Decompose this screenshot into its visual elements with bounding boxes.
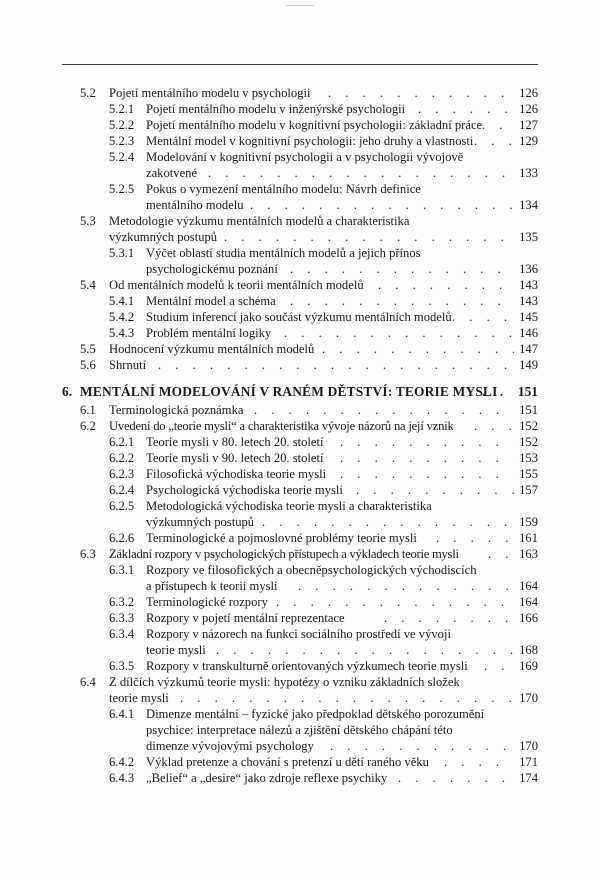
entry-page: 164 [519, 579, 538, 593]
entry-title: Teorie mysli v 90. letech 20. století [146, 451, 324, 465]
entry-number: 6.2 [80, 419, 96, 433]
entry-page: 166 [519, 611, 538, 625]
dot-leader [340, 467, 514, 482]
entry-page: 143 [519, 278, 538, 292]
dot-leader [436, 531, 514, 546]
dot-leader [262, 515, 514, 530]
dot-leader [322, 342, 514, 357]
dot-leader [254, 403, 514, 418]
entry-page: 157 [519, 483, 538, 497]
entry-page: 136 [519, 262, 538, 276]
entry-number: 5.2.1 [109, 102, 135, 116]
entry-page: 161 [519, 531, 538, 545]
dot-leader [328, 86, 514, 101]
dot-leader [340, 451, 514, 466]
entry-title: Metodologická východiska teorie mysli a charakteristika [146, 499, 432, 513]
entry-number: 5.2.2 [109, 118, 135, 132]
entry-title: mentálního modelu [146, 198, 244, 212]
entry-title: Hodnocení výzkumu mentálních modelů [109, 342, 315, 356]
dot-leader [180, 691, 514, 706]
dot-leader [484, 659, 514, 674]
entry-number: 6.3.3 [109, 611, 135, 625]
chapter-title: MENTÁLNÍ MODELOVÁNÍ V RANÉM DĚTSTVÍ: TEORIE MYSLI [80, 384, 498, 399]
dot-leader [482, 384, 512, 399]
entry-title: Od mentálních modelů k teorii mentálních modelů [109, 278, 364, 292]
entry-page: 133 [519, 166, 538, 180]
entry-page: 149 [519, 358, 538, 372]
entry-page: 151 [519, 403, 538, 417]
entry-page: 153 [519, 451, 538, 465]
entry-number: 6.1 [80, 403, 96, 417]
entry-page: 163 [519, 547, 538, 561]
entry-page: 170 [519, 739, 538, 753]
dot-leader [444, 755, 514, 770]
entry-title: Rozpory v názorech na funkci sociálního prostředí ve vývoji [146, 627, 451, 641]
dot-leader [208, 166, 514, 181]
entry-title: „Belief“ a „desire“ jako zdroje reflexe psychiky [146, 771, 388, 785]
entry-title: Mentální model a schéma [146, 294, 276, 308]
dot-leader [340, 435, 514, 450]
entry-title: Problém mentální logiky [146, 326, 272, 340]
entry-title: Pojetí mentálního modelu v psychologii [109, 86, 311, 100]
entry-page: 127 [519, 118, 538, 132]
entry-title: Výčet oblastí studia mentálních modelů a jejich přínos [146, 246, 421, 260]
entry-number: 6.2.5 [109, 499, 135, 513]
dot-leader [474, 419, 514, 434]
dot-leader [474, 134, 514, 149]
dot-leader [452, 310, 514, 325]
entry-title: Výklad pretenze a chování s pretenzí u dětí raného věku [146, 755, 429, 769]
dot-leader [384, 611, 514, 626]
entry-title: teorie mysli [109, 691, 169, 705]
entry-page: 152 [519, 419, 538, 433]
entry-number: 5.3 [80, 214, 96, 228]
entry-title: psychologickému poznání [146, 262, 278, 276]
entry-page: 171 [519, 755, 538, 769]
dot-leader [356, 483, 514, 498]
dot-leader [216, 643, 514, 658]
entry-title: Metodologie výzkumu mentálních modelů a charakteristika [109, 214, 410, 228]
entry-number: 6.3.1 [109, 563, 135, 577]
entry-title: teorie mysli [146, 643, 206, 657]
entry-title: a přístupech k teorii mysli [146, 579, 278, 593]
entry-page: 135 [519, 230, 538, 244]
entry-title: Pojetí mentálního modelu v kognitivní psychologii: základní práce [146, 118, 483, 132]
entry-title: výzkumných postupů [109, 230, 218, 244]
entry-title: Pojetí mentálního modelu v inženýrské psychologii [146, 102, 406, 116]
entry-number: 6.2.4 [109, 483, 135, 497]
entry-title: Terminologické a pojmoslovné problémy teorie mysli [146, 531, 417, 545]
entry-number: 6.3.5 [109, 659, 135, 673]
entry-number: 6.4.3 [109, 771, 135, 785]
dot-leader [276, 595, 514, 610]
entry-title: Základní rozpory v psychologických přístupech a výkladech teorie mysli [109, 547, 459, 561]
dot-leader [330, 739, 514, 754]
entry-title: dimenze vývojovými psychology [146, 739, 314, 753]
entry-page: 159 [519, 515, 538, 529]
entry-number: 5.2.4 [109, 150, 135, 164]
entry-number: 6.4.1 [109, 707, 135, 721]
entry-number: 5.3.1 [109, 246, 135, 260]
entry-number: 6.4.2 [109, 755, 135, 769]
dot-leader [250, 198, 514, 213]
entry-title: Shrnutí [109, 358, 147, 372]
entry-title: Rozpory v transkulturně orientovaných výzkumech teorie mysli [146, 659, 468, 673]
entry-number: 5.4 [80, 278, 96, 292]
entry-number: 5.4.1 [109, 294, 135, 308]
entry-number: 6.2.1 [109, 435, 135, 449]
dot-leader [290, 294, 514, 309]
entry-page: 169 [519, 659, 538, 673]
entry-number: 6.3 [80, 547, 96, 561]
entry-number: 5.4.2 [109, 310, 135, 324]
entry-number: 6.2.2 [109, 451, 135, 465]
entry-page: 145 [519, 310, 538, 324]
entry-number: 5.6 [80, 358, 96, 372]
entry-page: 143 [519, 294, 538, 308]
entry-title: Z dílčích výzkumů teorie mysli: hypotézy o vzniku základních složek [109, 675, 460, 689]
entry-title: psychice: interpretace nálezů a zjištění dětského chápání této [146, 723, 453, 737]
entry-title: Modelování v kognitivní psychologii a v psychologii vývojově [146, 150, 464, 164]
entry-title: Teorie mysli v 80. letech 20. století [146, 435, 324, 449]
dot-leader [378, 278, 514, 293]
entry-title: Pokus o vymezení mentálního modelu: Návrh definice [146, 182, 421, 196]
entry-page: 134 [519, 198, 538, 212]
entry-title: Dimenze mentální – fyzické jako předpoklad dětského porozumění [146, 707, 485, 721]
entry-number: 6.2.6 [109, 531, 135, 545]
entry-page: 164 [519, 595, 538, 609]
entry-title: Uvedení do „teorie mysli“ a charakteristika vývoje názorů na její vznik [109, 419, 454, 433]
entry-title: Terminologická poznámka [109, 403, 244, 417]
entry-page: 174 [519, 771, 538, 785]
chapter-page: 151 [517, 384, 538, 399]
dot-leader [290, 262, 514, 277]
entry-page: 126 [519, 86, 538, 100]
dot-leader [284, 326, 514, 341]
entry-title: Rozpory ve filosofických a obecněpsychologických východiscích [146, 563, 477, 577]
entry-title: Rozpory v pojetí mentální reprezentace [146, 611, 345, 625]
entry-page: 129 [519, 134, 538, 148]
dot-leader [224, 230, 514, 245]
entry-page: 146 [519, 326, 538, 340]
entry-number: 5.4.3 [109, 326, 135, 340]
entry-title: výzkumných postupů [146, 515, 255, 529]
dot-leader [488, 547, 514, 562]
entry-page: 168 [519, 643, 538, 657]
dot-leader [482, 118, 514, 133]
entry-number: 5.2.3 [109, 134, 135, 148]
entry-page: 155 [519, 467, 538, 481]
entry-number: 6.2.3 [109, 467, 135, 481]
dot-leader [418, 102, 514, 117]
entry-number: 5.2.5 [109, 182, 135, 196]
chapter-number: 6. [62, 384, 73, 399]
entry-number: 5.2 [80, 86, 96, 100]
entry-title: zakotvené [146, 166, 198, 180]
entry-title: Filosofická východiska teorie mysli [146, 467, 327, 481]
entry-number: 5.5 [80, 342, 96, 356]
entry-title: Psychologická východiska teorie mysli [146, 483, 343, 497]
entry-title: Terminologické rozpory [146, 595, 268, 609]
entry-page: 152 [519, 435, 538, 449]
entry-number: 6.4 [80, 675, 96, 689]
entry-page: 170 [519, 691, 538, 705]
dot-leader [158, 358, 514, 373]
dot-leader [398, 771, 514, 786]
entry-title: Studium inferencí jako součást výzkumu mentálních modelů [146, 310, 452, 324]
entry-page: 147 [519, 342, 538, 356]
entry-title: Mentální model v kognitivní psychologii: jeho druhy a vlastnosti [146, 134, 474, 148]
entry-number: 6.3.4 [109, 627, 135, 641]
entry-number: 6.3.2 [109, 595, 135, 609]
dot-leader [298, 579, 514, 594]
entry-page: 126 [519, 102, 538, 116]
